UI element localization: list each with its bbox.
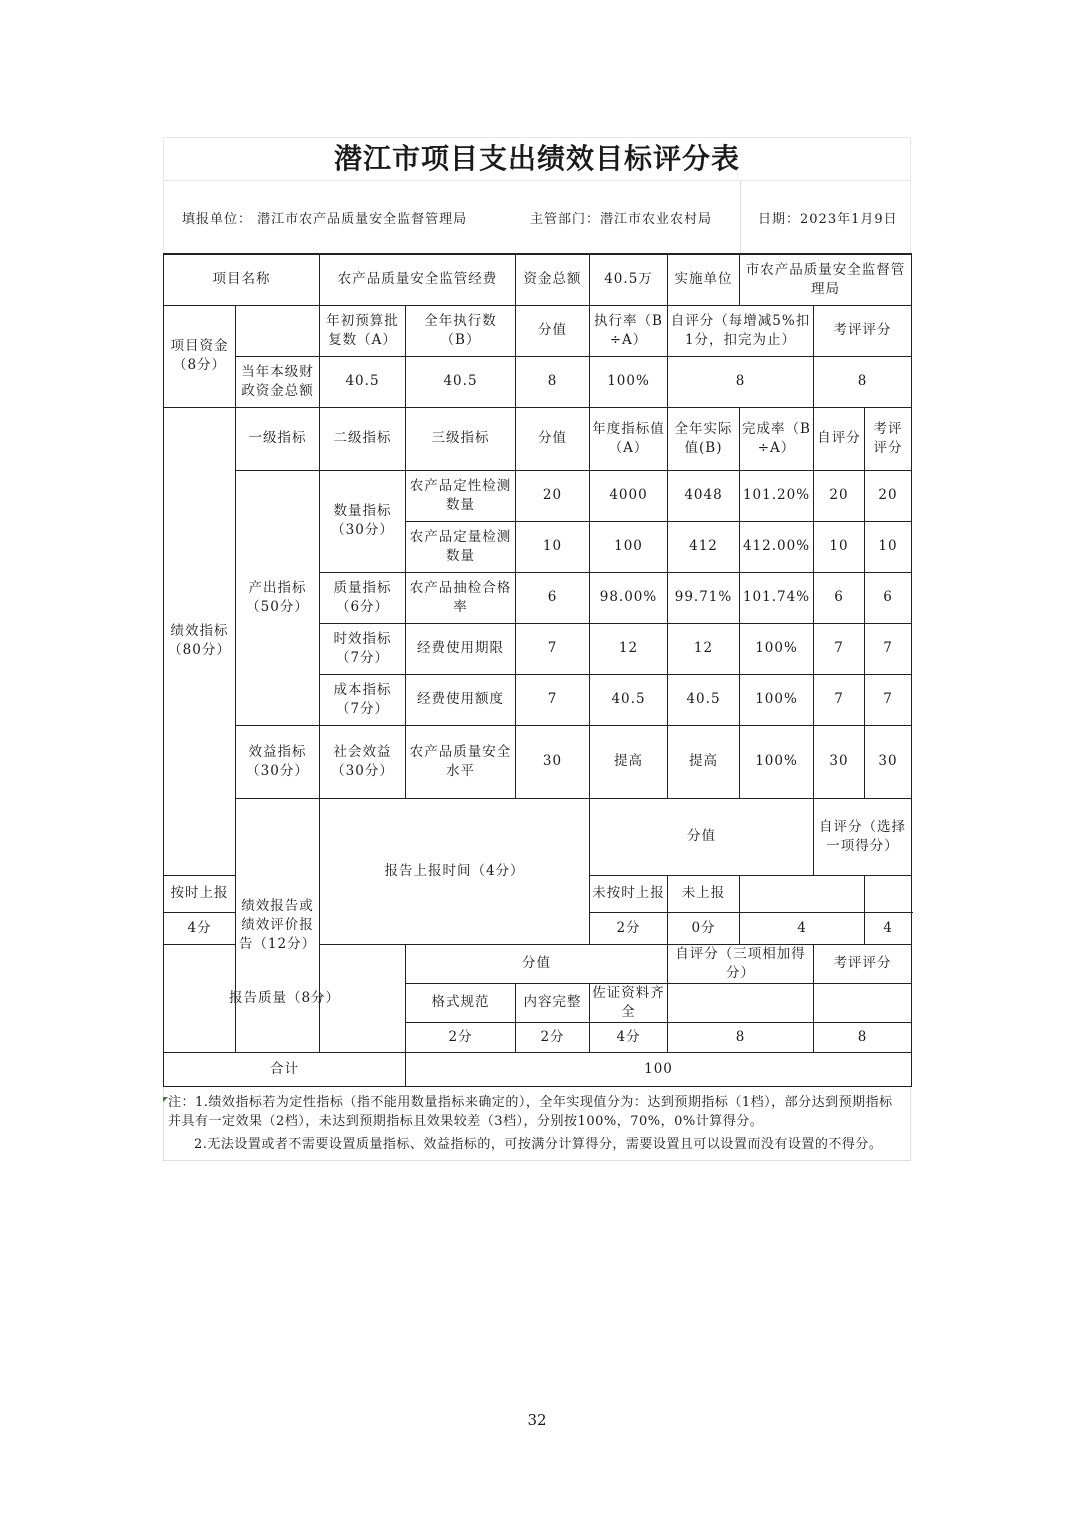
funds-self: 8 bbox=[668, 356, 814, 407]
indicator-actual: 40.5 bbox=[668, 674, 740, 725]
indicator-self: 30 bbox=[814, 725, 865, 798]
indicator-score: 20 bbox=[516, 470, 590, 521]
blank-cell bbox=[814, 983, 912, 1022]
opt-content: 内容完整 bbox=[516, 983, 590, 1022]
benefit-label: 效益指标（30分） bbox=[236, 725, 320, 798]
fund-value: 40.5万 bbox=[590, 254, 668, 305]
pts-format: 2分 bbox=[406, 1022, 516, 1052]
col-budget: 年初预算批复数（A） bbox=[320, 305, 406, 356]
indicator-score: 30 bbox=[516, 725, 590, 798]
output-label: 产出指标（50分） bbox=[236, 470, 320, 725]
total-label: 合计 bbox=[164, 1052, 406, 1086]
time-self-score: 4 bbox=[740, 912, 865, 944]
h-self: 自评分 bbox=[814, 407, 865, 470]
indicator-rate: 101.20% bbox=[740, 470, 814, 521]
indicator-self: 6 bbox=[814, 572, 865, 623]
indicator-name: 经费使用额度 bbox=[406, 674, 516, 725]
funds-header-row bbox=[164, 305, 912, 356]
indicator-name: 农产品质量安全水平 bbox=[406, 725, 516, 798]
indicator-eval: 30 bbox=[865, 725, 912, 798]
funds-row-label: 当年本级财政资金总额 bbox=[236, 356, 320, 407]
indicator-actual: 提高 bbox=[668, 725, 740, 798]
cell-comment-marker bbox=[163, 1097, 168, 1102]
indicator-score: 6 bbox=[516, 572, 590, 623]
pts-none: 0分 bbox=[668, 912, 740, 944]
table-row bbox=[164, 725, 912, 798]
impl-label: 实施单位 bbox=[668, 254, 740, 305]
notes bbox=[163, 1087, 911, 1161]
perf-header-row bbox=[164, 407, 912, 470]
indicator-actual: 4048 bbox=[668, 470, 740, 521]
h-level3: 三级指标 bbox=[406, 407, 516, 470]
indicator-target: 提高 bbox=[590, 725, 668, 798]
h-eval: 考评评分 bbox=[865, 407, 912, 470]
note-1: 注：1.绩效指标若为定性指标（指不能用数量指标来确定的），全年实现值分为：达到预期指标（1档），部分达到预期指标并具有一定效果（2档），未达到预期指标且效果较差（3档），分别按100%，70%，0%计算得分。 bbox=[168, 1094, 893, 1129]
indicator-score: 10 bbox=[516, 521, 590, 572]
funds-eval: 8 bbox=[814, 356, 912, 407]
project-row bbox=[164, 254, 912, 305]
indicator-eval: 6 bbox=[865, 572, 912, 623]
indicator-rate: 100% bbox=[740, 674, 814, 725]
time-eval-score: 4 bbox=[865, 912, 912, 944]
h-score: 分值 bbox=[516, 407, 590, 470]
funds-budget: 40.5 bbox=[320, 356, 406, 407]
col-exec: 全年执行数（B） bbox=[406, 305, 516, 356]
report-self-one: 自评分（选择一项得分） bbox=[814, 798, 912, 875]
total-value: 100 bbox=[406, 1052, 912, 1086]
indicator-target: 100 bbox=[590, 521, 668, 572]
blank-cell bbox=[668, 983, 814, 1022]
indicator-rate: 412.00% bbox=[740, 521, 814, 572]
indicator-eval: 10 bbox=[865, 521, 912, 572]
funds-rate: 100% bbox=[590, 356, 668, 407]
blank-cell bbox=[865, 875, 912, 912]
report-time-label: 报告上报时间（4分） bbox=[320, 798, 590, 944]
project-name: 农产品质量安全监管经费 bbox=[320, 254, 516, 305]
funds-exec: 40.5 bbox=[406, 356, 516, 407]
opt-on-time: 按时上报 bbox=[164, 875, 236, 912]
col-score: 分值 bbox=[516, 305, 590, 356]
score-sheet bbox=[163, 137, 911, 1161]
indicator-rate: 100% bbox=[740, 725, 814, 798]
fill-unit: 填报单位： 潜江市农产品质量安全监督管理局 bbox=[182, 212, 468, 227]
col-eval: 考评评分 bbox=[814, 305, 912, 356]
pts-late: 2分 bbox=[590, 912, 668, 944]
indicator-name: 经费使用期限 bbox=[406, 623, 516, 674]
funds-blank bbox=[236, 305, 320, 356]
h-level1: 一级指标 bbox=[236, 407, 320, 470]
fund-label: 资金总额 bbox=[516, 254, 590, 305]
indicator-eval: 7 bbox=[865, 623, 912, 674]
funds-score: 8 bbox=[516, 356, 590, 407]
opt-late: 未按时上报 bbox=[590, 875, 668, 912]
indicator-self: 7 bbox=[814, 623, 865, 674]
funds-data-row bbox=[164, 356, 912, 407]
h-rate: 完成率（B÷A） bbox=[740, 407, 814, 470]
report-self-three: 自评分（三项相加得分） bbox=[668, 944, 814, 983]
pts-on-time: 4分 bbox=[164, 912, 236, 944]
report-eval-label: 考评评分 bbox=[814, 944, 912, 983]
table-row bbox=[164, 470, 912, 521]
cost-label: 成本指标（7分） bbox=[320, 674, 406, 725]
page-title: 潜江市项目支出绩效目标评分表 bbox=[163, 137, 911, 180]
page-number: 32 bbox=[527, 1411, 547, 1429]
report-label: 绩效报告或绩效评价报告（12分） bbox=[236, 798, 320, 1052]
indicator-target: 98.00% bbox=[590, 572, 668, 623]
opt-evidence: 佐证资料齐全 bbox=[590, 983, 668, 1022]
report-time-header-row bbox=[164, 798, 912, 875]
funds-label: 项目资金（8分） bbox=[164, 305, 236, 407]
score-table bbox=[163, 253, 912, 1087]
indicator-target: 40.5 bbox=[590, 674, 668, 725]
indicator-actual: 412 bbox=[668, 521, 740, 572]
perf-label: 绩效指标（80分） bbox=[164, 407, 236, 875]
report-score-label: 分值 bbox=[406, 944, 668, 983]
supervising-dept: 主管部门：潜江市农业农村局 bbox=[530, 212, 713, 227]
quality-label: 质量指标（6分） bbox=[320, 572, 406, 623]
form-header bbox=[163, 180, 911, 253]
indicator-score: 7 bbox=[516, 674, 590, 725]
project-name-label: 项目名称 bbox=[164, 254, 320, 305]
indicator-eval: 7 bbox=[865, 674, 912, 725]
col-rate: 执行率（B÷A） bbox=[590, 305, 668, 356]
indicator-name: 农产品定量检测数量 bbox=[406, 521, 516, 572]
blank-cell bbox=[740, 875, 865, 912]
indicator-self: 10 bbox=[814, 521, 865, 572]
header-divider bbox=[740, 181, 741, 253]
quality-self-score: 8 bbox=[668, 1022, 814, 1052]
indicator-target: 4000 bbox=[590, 470, 668, 521]
indicator-actual: 99.71% bbox=[668, 572, 740, 623]
opt-none: 未上报 bbox=[668, 875, 740, 912]
time-label: 时效指标（7分） bbox=[320, 623, 406, 674]
indicator-rate: 101.74% bbox=[740, 572, 814, 623]
impl-unit: 市农产品质量安全监督管理局 bbox=[740, 254, 912, 305]
indicator-name: 农产品抽检合格率 bbox=[406, 572, 516, 623]
col-self: 自评分（每增减5%扣1分，扣完为止） bbox=[668, 305, 814, 356]
indicator-eval: 20 bbox=[865, 470, 912, 521]
h-actual: 全年实际值(B) bbox=[668, 407, 740, 470]
social-label: 社会效益（30分） bbox=[320, 725, 406, 798]
quality-eval-score: 8 bbox=[814, 1022, 912, 1052]
indicator-self: 20 bbox=[814, 470, 865, 521]
indicator-actual: 12 bbox=[668, 623, 740, 674]
opt-format: 格式规范 bbox=[406, 983, 516, 1022]
date: 日期：2023年1月9日 bbox=[758, 212, 898, 227]
pts-evidence: 4分 bbox=[590, 1022, 668, 1052]
qty-label: 数量指标（30分） bbox=[320, 470, 406, 572]
h-level2: 二级指标 bbox=[320, 407, 406, 470]
indicator-rate: 100% bbox=[740, 623, 814, 674]
indicator-score: 7 bbox=[516, 623, 590, 674]
indicator-self: 7 bbox=[814, 674, 865, 725]
note-2: 2.无法设置或者不需要设置质量指标、效益指标的，可按满分计算得分，需要设置且可以设置而没有设置的不得分。 bbox=[194, 1136, 883, 1152]
total-row bbox=[164, 1052, 912, 1086]
h-target: 年度指标值（A） bbox=[590, 407, 668, 470]
report-quality-label: 报告质量（8分） bbox=[164, 944, 406, 1052]
indicator-name: 农产品定性检测数量 bbox=[406, 470, 516, 521]
report-score-label: 分值 bbox=[590, 798, 814, 875]
pts-content: 2分 bbox=[516, 1022, 590, 1052]
indicator-target: 12 bbox=[590, 623, 668, 674]
